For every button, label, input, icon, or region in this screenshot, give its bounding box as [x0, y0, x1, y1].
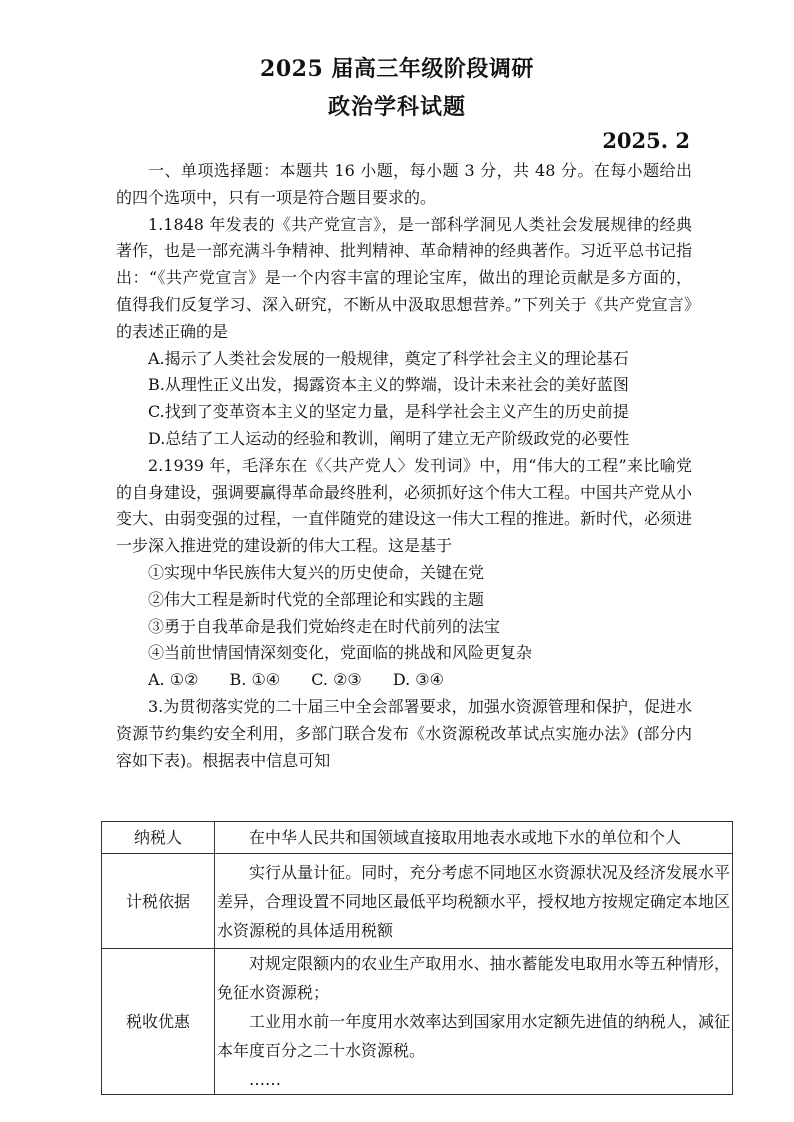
table-cell: [215, 949, 733, 1095]
question-2-statement-3: ③勇于自我革命是我们党始终走在时代前列的法宝: [148, 616, 501, 636]
question-2-choice-a: A. ①②: [148, 670, 199, 690]
table-row: [102, 949, 733, 1095]
question-2-statement-4: ④当前世情国情深刻变化，党面临的挑战和风险更复杂: [148, 643, 533, 663]
table-row-header: 计税依据: [102, 854, 215, 949]
exam-body: [116, 158, 692, 774]
table-cell-text: 对规定限额内的农业生产取用水、抽水蓄能发电取用水等五种情形，免征水资源税；: [217, 954, 730, 1002]
table-cell: [215, 822, 733, 854]
question-1-option-a: A.揭示了人类社会发展的一般规律，奠定了科学社会主义的理论基石: [148, 348, 629, 368]
table-row-header: 纳税人: [102, 822, 215, 854]
table-cell-text: 实行从量计征。同时，充分考虑不同地区水资源状况及经济发展水平差异，合理设置不同地区最低平均税额水平，授权地方按规定确定本地区水资源税的具体适用税额: [217, 862, 730, 940]
question-2-statement-2: ②伟大工程是新时代党的全部理论和实践的主题: [148, 589, 485, 609]
question-2-choice-c: C. ②③: [311, 670, 362, 690]
question-2-choice-b: B. ①④: [229, 670, 281, 690]
question-1-option-c: C.找到了变革资本主义的坚定力量，是科学社会主义产生的历史前提: [148, 402, 629, 422]
question-3-stem: 3.为贯彻落实党的二十届三中全会部署要求，加强水资源管理和保护，促进水资源节约集约安全利用，多部门联合发布《水资源税改革试点实施办法》(部分内容如下表)。根据表中信息可知: [116, 696, 692, 770]
question-1-option-b: B.从理性正义出发，揭露资本主义的弊端，设计未来社会的美好蓝图: [148, 375, 629, 395]
water-tax-table: [101, 821, 733, 1095]
question-2-choice-d: D. ③④: [392, 670, 444, 690]
question-2-choices: [116, 667, 692, 694]
question-2-statement-1: ①实现中华民族伟大复兴的历史使命，关键在党: [148, 562, 485, 582]
table-cell: [215, 854, 733, 949]
exam-subtitle: 政治学科试题: [327, 94, 466, 120]
table-cell-text: 在中华人民共和国领域直接取用地表水或地下水的单位和个人: [249, 828, 682, 847]
section-instructions: 一、单项选择题：本题共 16 小题，每小题 3 分，共 48 分。在每小题给出的四个选项中，只有一项是符合题目要求的。: [116, 161, 692, 207]
question-1-stem: 1.1848 年发表的《共产党宣言》，是一部科学洞见人类社会发展规律的经典著作，也是一部充满斗争精神、批判精神、革命精神的经典著作。习近平总书记指出：“《共产党宣言》是一个内容丰富的理论宝库，做出的理论贡献是多方面的，值得我们反复学习、深入研究，不断从中汲取思想营养。”下列关于《共产党宣言》的表述正确的是: [116, 214, 693, 341]
question-1-option-d: D.总结了工人运动的经验和教训，阐明了建立无产阶级政党的必要性: [148, 428, 630, 448]
table-row-header: 税收优惠: [102, 949, 215, 1095]
question-2-stem: 2.1939 年，毛泽东在《〈共产党人〉发刊词》中，用“伟大的工程”来比喻党的自身建设，强调要赢得革命最终胜利，必须抓好这个伟大工程。中国共产党从小变大、由弱变强的过程，一直伴随党的建设这一伟大工程的推进。新时代，必须进一步深入推进党的建设新的伟大工程。这是基于: [116, 455, 693, 556]
table-cell-text: ……: [249, 1070, 281, 1089]
exam-title: 2025 届高三年级阶段调研: [260, 56, 534, 82]
exam-date: 2025. 2: [602, 128, 690, 153]
table-row: [102, 822, 733, 854]
table-cell-text: 工业用水前一年度用水效率达到国家用水定额先进值的纳税人，减征本年度百分之二十水资源税。: [217, 1012, 730, 1060]
table-row: [102, 854, 733, 949]
